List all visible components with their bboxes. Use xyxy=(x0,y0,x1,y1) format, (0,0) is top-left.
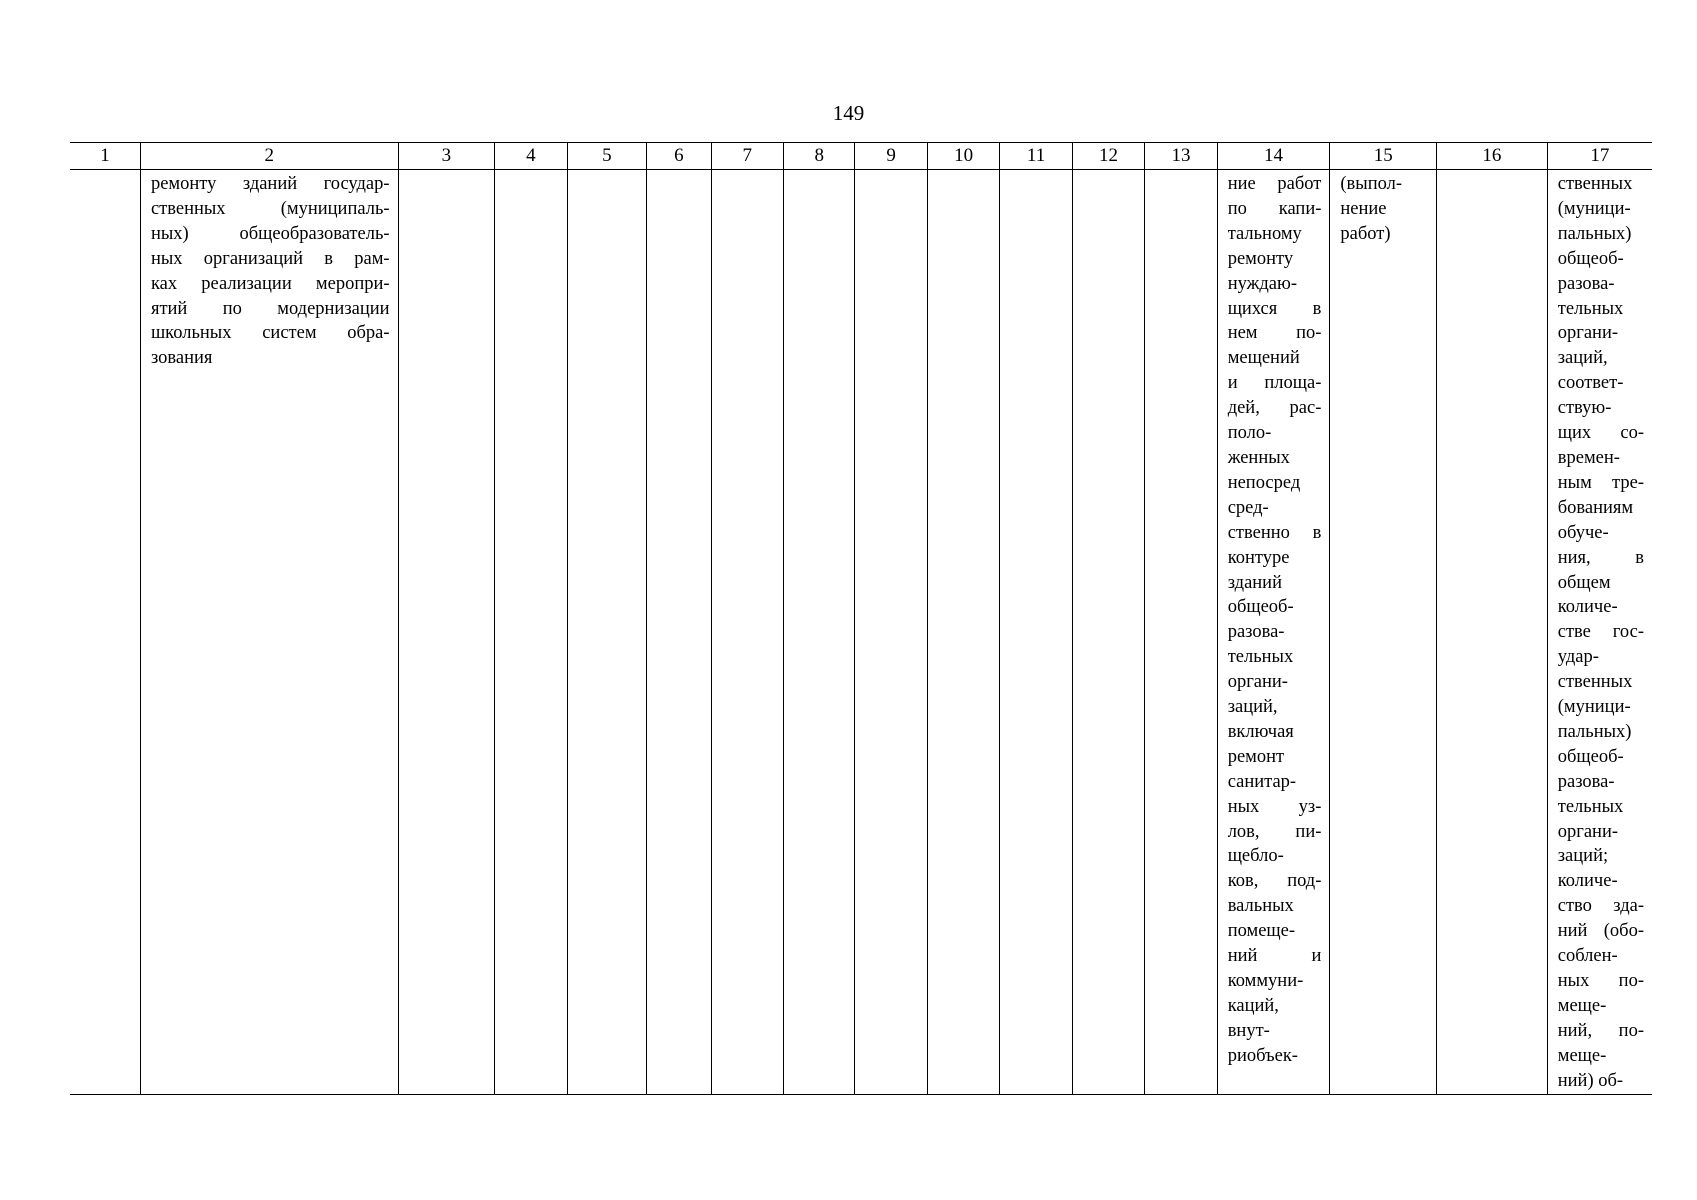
column-header-7: 7 xyxy=(711,143,783,170)
cell-line: ремонту зданий государ- xyxy=(150,174,390,194)
cell-line: ремонту xyxy=(1227,248,1294,269)
column-header-6: 6 xyxy=(647,143,711,170)
column-header-3: 3 xyxy=(398,143,495,170)
cell-line: количе- xyxy=(1557,871,1618,892)
cell-line: разова- xyxy=(1227,622,1285,643)
cell-line: ных организаций в рам- xyxy=(150,248,390,269)
cell-line: ний, по- xyxy=(1557,1020,1644,1041)
cell-line: ственных xyxy=(1557,672,1633,693)
cell-line: ков, под- xyxy=(1227,871,1322,892)
cell-line: заций; xyxy=(1557,846,1609,867)
cell-line: каций, xyxy=(1227,995,1279,1016)
cell-line: удар- xyxy=(1557,647,1599,668)
cell-col-4 xyxy=(495,170,567,1095)
cell-line: заций, xyxy=(1557,348,1608,369)
table-row xyxy=(70,170,1652,1095)
cell-col-9 xyxy=(855,170,927,1095)
cell-line: ственно в xyxy=(1227,522,1322,543)
cell-line: ных) общеобразователь- xyxy=(150,223,390,244)
column-number-row xyxy=(70,143,1652,170)
cell-line: ство зда- xyxy=(1557,896,1644,917)
cell-line: органи- xyxy=(1227,672,1288,693)
cell-line: ний) об- xyxy=(1557,1070,1624,1091)
cell-line: ках реализации меропри- xyxy=(150,273,390,294)
cell-line: нение xyxy=(1340,198,1387,219)
cell-line: контуре xyxy=(1227,547,1290,568)
cell-line: женных xyxy=(1227,447,1290,468)
cell-line: разова- xyxy=(1557,771,1615,792)
cell-col-13 xyxy=(1145,170,1217,1095)
cell-col-7 xyxy=(711,170,783,1095)
column-header-17: 17 xyxy=(1547,143,1652,170)
cell-line: коммуни- xyxy=(1227,971,1304,991)
cell-line: и площа- xyxy=(1227,373,1322,394)
cell-line: общем xyxy=(1557,572,1611,593)
cell-line: ния, в xyxy=(1557,547,1644,568)
cell-line: ным тре- xyxy=(1557,472,1644,493)
cell-line: общеоб- xyxy=(1557,248,1624,269)
cell-line: щихся в xyxy=(1227,298,1322,319)
column-header-2: 2 xyxy=(140,143,398,170)
cell-line: тельных xyxy=(1557,298,1624,319)
cell-line: времен- xyxy=(1557,447,1620,468)
cell-line: ние работ xyxy=(1227,174,1322,194)
cell-line: ятий по модернизации xyxy=(150,298,390,319)
page-number: 149 xyxy=(832,101,865,125)
cell-line: (выпол- xyxy=(1340,174,1403,194)
cell-col-16 xyxy=(1437,170,1548,1095)
column-header-8: 8 xyxy=(783,143,854,170)
column-header-4: 4 xyxy=(495,143,567,170)
cell-line: по капи- xyxy=(1227,198,1322,219)
cell-line: обуче- xyxy=(1557,522,1609,543)
cell-line: (муници- xyxy=(1557,697,1631,718)
document-table xyxy=(70,142,1652,1095)
cell-line: дей, рас- xyxy=(1227,398,1322,419)
column-header-15: 15 xyxy=(1330,143,1437,170)
cell-line: количе- xyxy=(1557,597,1618,618)
cell-line: лов, пи- xyxy=(1227,821,1322,842)
cell-line: зования xyxy=(150,348,213,369)
cell-line: разова- xyxy=(1557,273,1615,294)
cell-col-15 xyxy=(1330,170,1437,1095)
cell-line: поло- xyxy=(1227,423,1272,444)
column-header-13: 13 xyxy=(1145,143,1217,170)
cell-text-col-2 xyxy=(141,170,398,371)
cell-line: включая xyxy=(1227,721,1294,742)
cell-line: работ) xyxy=(1340,223,1391,244)
cell-col-2 xyxy=(140,170,398,1095)
cell-col-8 xyxy=(783,170,854,1095)
cell-line: пальных) xyxy=(1557,721,1632,742)
cell-line: органи- xyxy=(1557,323,1619,344)
cell-line: санитар- xyxy=(1227,771,1297,792)
cell-col-5 xyxy=(567,170,647,1095)
cell-line: ний и xyxy=(1227,946,1322,967)
cell-line: вальных xyxy=(1227,896,1294,917)
cell-line: общеоб- xyxy=(1557,746,1624,767)
cell-line: стве гос- xyxy=(1557,622,1644,643)
cell-line: бованиям xyxy=(1557,497,1634,518)
cell-line: (муници- xyxy=(1557,198,1631,219)
column-header-12: 12 xyxy=(1072,143,1144,170)
cell-col-17 xyxy=(1547,170,1652,1095)
cell-line: тальному xyxy=(1227,223,1302,244)
cell-line: риобъек- xyxy=(1227,1045,1298,1066)
column-header-10: 10 xyxy=(927,143,999,170)
cell-line: школьных систем обра- xyxy=(150,323,390,344)
cell-text-col-14 xyxy=(1218,170,1330,1069)
cell-line: тельных xyxy=(1557,796,1624,817)
column-header-11: 11 xyxy=(1000,143,1072,170)
cell-line: пальных) xyxy=(1557,223,1632,244)
cell-line: непосред xyxy=(1227,472,1301,493)
cell-line: тельных xyxy=(1227,647,1294,668)
cell-line: зданий xyxy=(1227,572,1282,593)
cell-line: меще- xyxy=(1557,1045,1607,1066)
cell-text-col-17 xyxy=(1548,170,1652,1094)
cell-line: нуждаю- xyxy=(1227,273,1297,294)
cell-line: сред- xyxy=(1227,497,1269,518)
cell-line: щебло- xyxy=(1227,846,1284,867)
cell-line: ственных xyxy=(1557,174,1633,194)
cell-line: внут- xyxy=(1227,1020,1270,1041)
column-header-9: 9 xyxy=(855,143,927,170)
cell-line: ных уз- xyxy=(1227,796,1322,817)
cell-line: соответ- xyxy=(1557,373,1624,394)
cell-line: органи- xyxy=(1557,821,1619,842)
cell-col-10 xyxy=(927,170,999,1095)
cell-line: нем по- xyxy=(1227,323,1322,344)
cell-col-12 xyxy=(1072,170,1144,1095)
cell-line: заций, xyxy=(1227,697,1278,718)
cell-line: щих со- xyxy=(1557,423,1644,444)
cell-line: соблен- xyxy=(1557,946,1618,967)
cell-line: меще- xyxy=(1557,995,1607,1016)
cell-text-col-15 xyxy=(1330,170,1436,247)
cell-line: помеще- xyxy=(1227,921,1296,942)
cell-line: ствую- xyxy=(1557,398,1612,419)
cell-line: ний (обо- xyxy=(1557,921,1644,942)
cell-line: ных по- xyxy=(1557,971,1644,991)
cell-col-3 xyxy=(398,170,495,1095)
column-header-16: 16 xyxy=(1437,143,1548,170)
cell-line: общеоб- xyxy=(1227,597,1294,618)
cell-line: ремонт xyxy=(1227,746,1285,767)
cell-col-11 xyxy=(1000,170,1072,1095)
column-header-14: 14 xyxy=(1217,143,1330,170)
column-header-5: 5 xyxy=(567,143,647,170)
cell-line: мещений xyxy=(1227,348,1300,369)
cell-col-6 xyxy=(647,170,711,1095)
cell-line: ственных (муниципаль- xyxy=(150,198,390,219)
cell-col-14 xyxy=(1217,170,1330,1095)
column-header-1: 1 xyxy=(70,143,140,170)
cell-col-1 xyxy=(70,170,140,1095)
